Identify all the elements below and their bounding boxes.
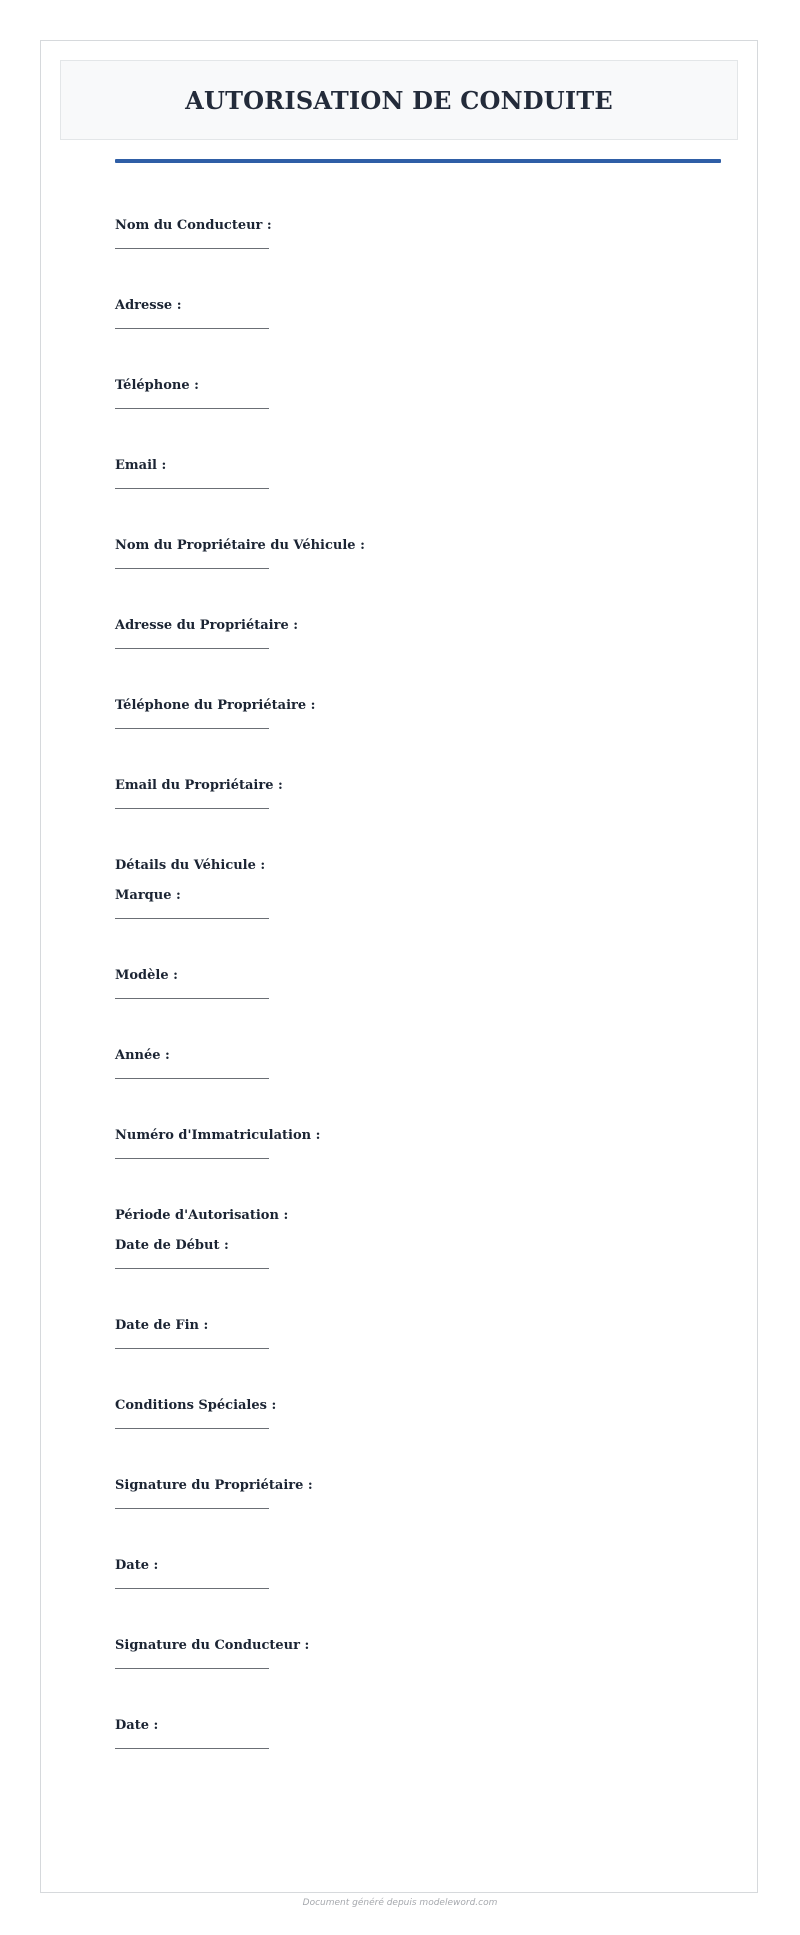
answer-line[interactable] [115, 568, 269, 569]
answer-line[interactable] [115, 808, 269, 809]
answer-line[interactable] [115, 1268, 269, 1269]
field-label: Date de Début : [115, 1238, 229, 1253]
field-label: Date de Fin : [115, 1318, 209, 1333]
document-page [40, 40, 758, 1893]
answer-line[interactable] [115, 1158, 269, 1159]
document-title: AUTORISATION DE CONDUITE [185, 85, 613, 115]
answer-line[interactable] [115, 1508, 269, 1509]
footer-note: Document généré depuis modeleword.com [302, 1898, 498, 1908]
answer-line[interactable] [115, 918, 269, 919]
answer-line[interactable] [115, 248, 269, 249]
field-label: Signature du Conducteur : [115, 1638, 310, 1653]
field-label: Date : [115, 1718, 159, 1733]
field-label: Adresse du Propriétaire : [115, 618, 299, 633]
answer-line[interactable] [115, 1668, 269, 1669]
answer-line[interactable] [115, 1428, 269, 1429]
title-underline-rule [115, 159, 721, 163]
field-label: Email : [115, 458, 167, 473]
field-label: Modèle : [115, 968, 178, 983]
answer-line[interactable] [115, 408, 269, 409]
field-label: Signature du Propriétaire : [115, 1478, 313, 1493]
field-label: Détails du Véhicule : [115, 858, 266, 873]
field-label: Adresse : [115, 298, 182, 313]
field-label: Période d'Autorisation : [115, 1208, 289, 1223]
field-label: Nom du Conducteur : [115, 218, 272, 233]
field-label: Numéro d'Immatriculation : [115, 1128, 321, 1143]
field-label: Date : [115, 1558, 159, 1573]
field-label: Téléphone : [115, 378, 199, 393]
answer-line[interactable] [115, 1348, 269, 1349]
answer-line[interactable] [115, 1588, 269, 1589]
answer-line[interactable] [115, 328, 269, 329]
answer-line[interactable] [115, 728, 269, 729]
answer-line[interactable] [115, 648, 269, 649]
answer-line[interactable] [115, 998, 269, 999]
field-label: Téléphone du Propriétaire : [115, 698, 316, 713]
field-label: Email du Propriétaire : [115, 778, 283, 793]
field-label: Nom du Propriétaire du Véhicule : [115, 538, 365, 553]
field-label: Année : [115, 1048, 170, 1063]
title-banner [60, 60, 738, 140]
field-label: Conditions Spéciales : [115, 1398, 277, 1413]
answer-line[interactable] [115, 1078, 269, 1079]
answer-line[interactable] [115, 1748, 269, 1749]
field-label: Marque : [115, 888, 181, 903]
answer-line[interactable] [115, 488, 269, 489]
